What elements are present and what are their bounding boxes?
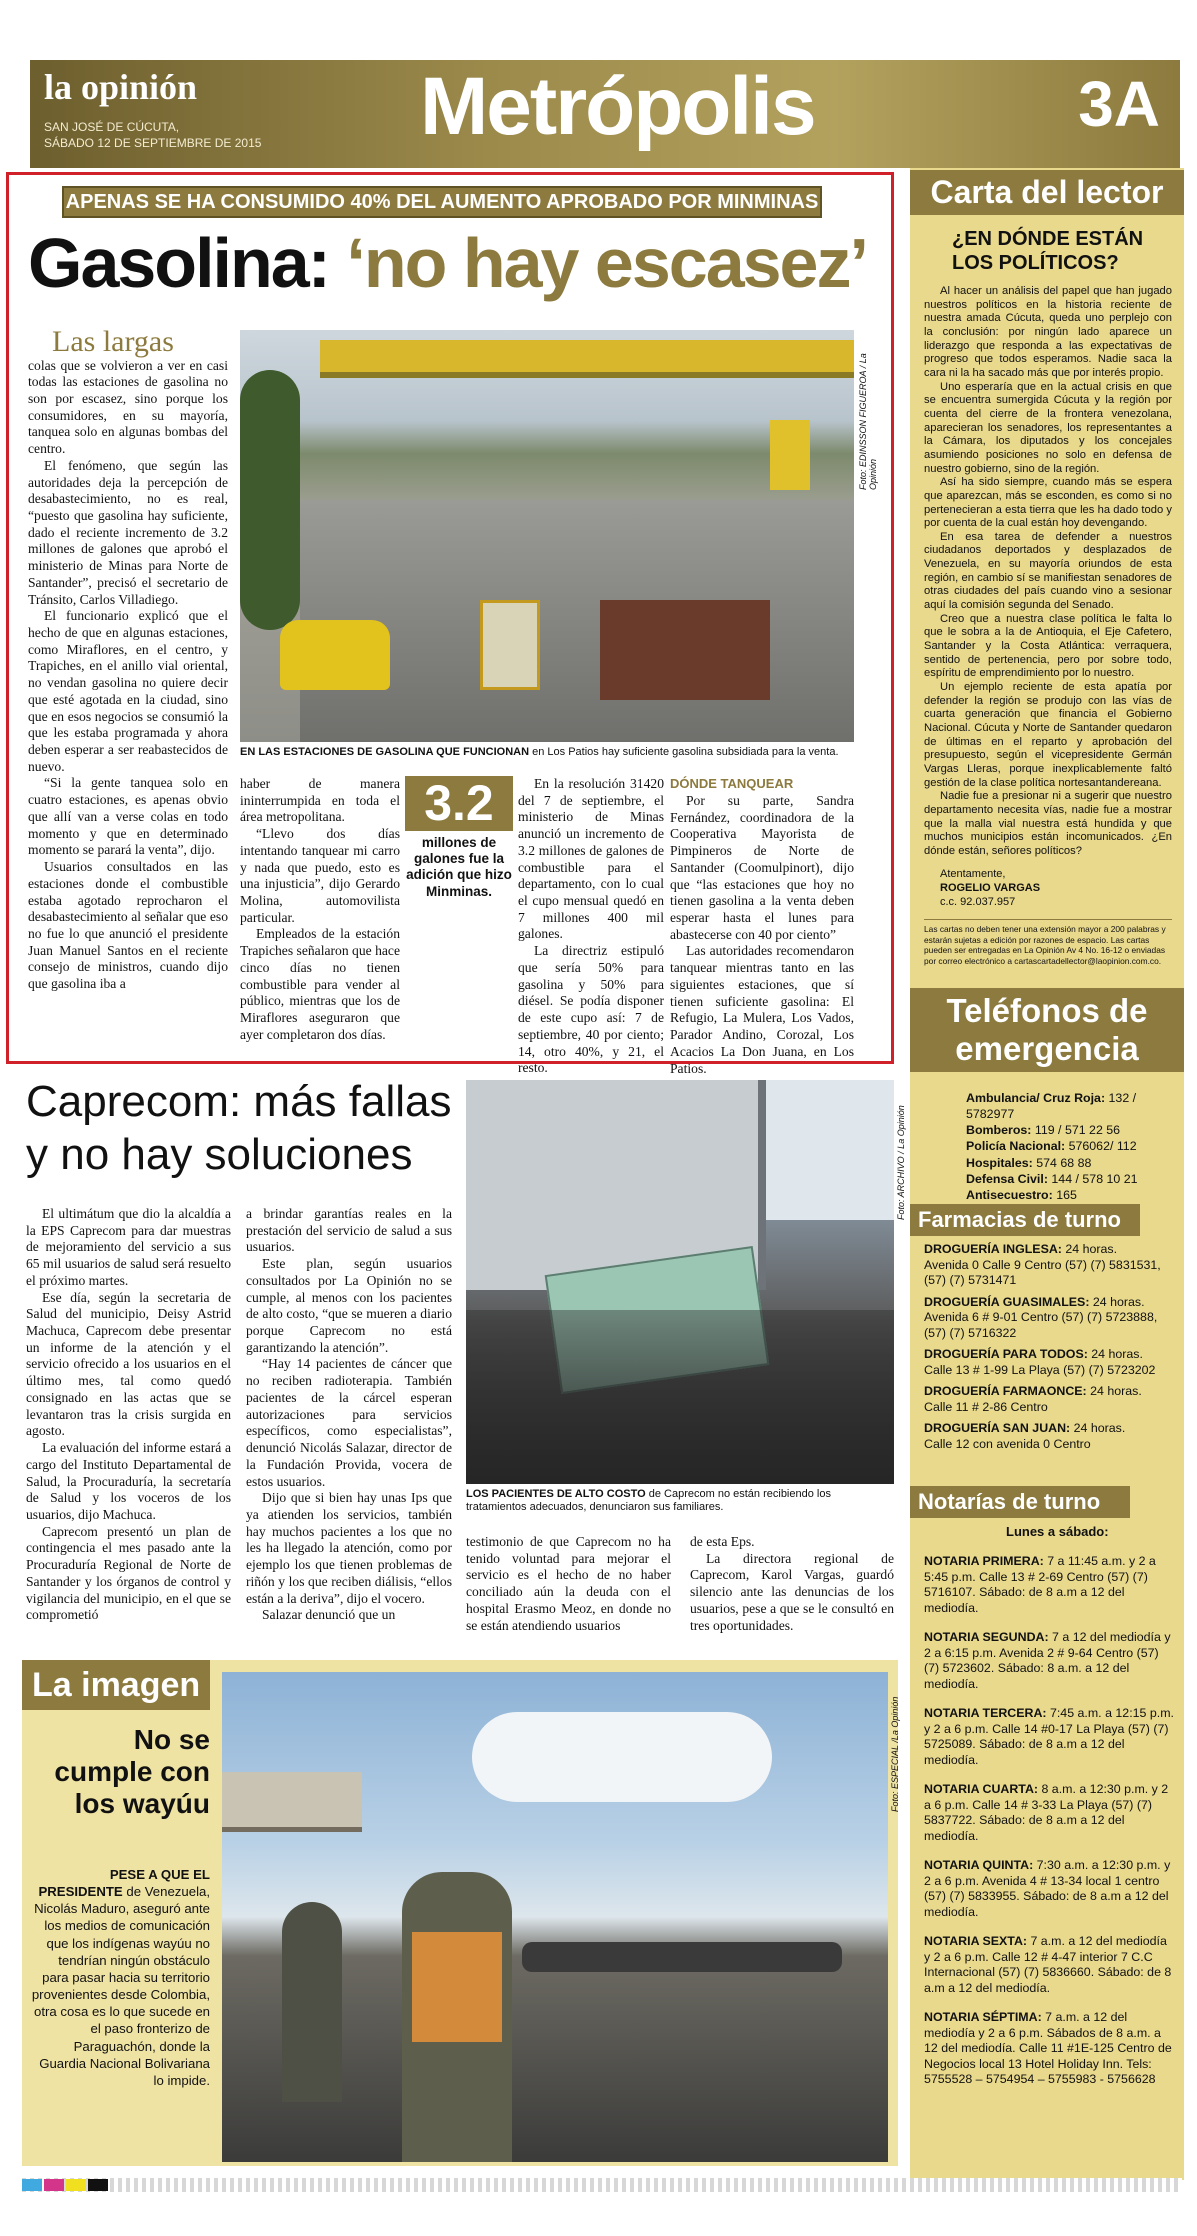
notarias-title: Notarías de turno xyxy=(910,1486,1130,1518)
sidebar xyxy=(910,168,1184,2180)
caprecom-col-1 xyxy=(26,1206,231,1624)
gasolina-col-3 xyxy=(518,776,664,1077)
headline-part-a: Gasolina: xyxy=(28,224,347,302)
tel-title: Teléfonos de emergencia xyxy=(910,988,1184,1072)
la-imagen-lead-bold: PESE A QUE EL PRESIDENTE xyxy=(38,1867,210,1900)
stat-number: 3.2 xyxy=(405,776,513,831)
gasolina-c2-p2: “Llevo dos días intentando tanquear mi carro y nada que puedo, esto es una injusticia”, dijo Gerardo Molina, automovilista particular. xyxy=(240,826,400,925)
swatch-black xyxy=(88,2179,108,2191)
gasolina-c4-p1: Por su parte, Sandra Fernández, coordinadora de la Cooperativa Mayorista de Pimpineros de Norte de Santander (Coomulpinort), dijo que “las estaciones que hoy no tienen gasolina a la venta deben esperar hasta el lunes para abastecerse con 40 por ciento” xyxy=(670,793,854,942)
donde-tanquear-heading: DÓNDE TANQUEAR xyxy=(670,776,794,791)
phone-row: Defensa Civil: 144 / 578 10 21 xyxy=(966,1171,1138,1186)
farmacia-item: DROGUERÍA FARMAONCE: 24 horas. Calle 11 # 2-86 Centro xyxy=(924,1384,1142,1414)
carta-p4: En esa tarea de defender a nuestros ciudadanos deportados y desplazados de Venezuela, en su mayoría oriundos de esta región, en cambio sí se manifiestan senadores de otras ciudades del país cuando vino a sesionar aquí la comisión segunda del Senado. xyxy=(924,530,1172,612)
gasolina-col-2 xyxy=(240,776,400,1044)
color-registration-bar xyxy=(22,2178,1182,2192)
carta-p7: Nadie fue a presionar ni a sugerir que nuestro departamento necesita vías, nadie fue a mostrar que la malla vial nuestra está hundida y que muchos municipios están incomunicados. ¿En dónde están, señores políticos? xyxy=(924,790,1172,857)
carta-body xyxy=(924,285,1172,859)
caprecom-col-3 xyxy=(466,1534,671,1634)
swatch-cyan xyxy=(22,2179,42,2191)
sign-shape xyxy=(770,420,810,490)
cloud-shape xyxy=(472,1712,772,1802)
farmacias-list xyxy=(924,1242,1174,1458)
farmacia-item: DROGUERÍA PARA TODOS: 24 horas. Calle 13 # 1-99 La Playa (57) (7) 5723202 xyxy=(924,1347,1156,1377)
carta-p2: Uno esperaría que en la actual crisis en que se encuentra sumergida Cúcuta y la región por cuenta del cierre de la frontera venezolana, aparecieran los senadores, los representantes a la Cámara, los diputados y los concejales asumiendo posiciones no solo en defensa de nuestro gobierno, sino de la región. xyxy=(924,380,1172,475)
gasolina-col-1 xyxy=(28,326,228,993)
phone-row: Antisecuestro: 165 xyxy=(966,1187,1077,1202)
caprecom-c2-p3: “Hay 14 pacientes de cáncer que no reciben radioterapia. También pacientes de la cárcel esperan autorizaciones para servicios específicos, como especialistas”, denunció Nicolás Salazar, director de la Fundación Provida, vocera de estos usuarios. xyxy=(246,1356,452,1489)
gasolina-c2-p1: haber de manera ininterrumpida en toda el área metropolitana. xyxy=(240,776,400,825)
sky-shape xyxy=(766,1080,894,1220)
signature-name: ROGELIO VARGAS xyxy=(940,881,1041,894)
carta-p3: Así ha sido siempre, cuando más se espera que aparezcan, más se esconden, es como si no pertenecieran a esta tierra que les ha dado todo y por cuenta de la cual están hoy devengando. xyxy=(924,476,1172,530)
caprecom-c3-p1: testimonio de que Caprecom no ha tenido voluntad para mejorar el servicio es el hecho de no haber conciliado aún la deuda con el hospital Erasmo Meoz, en donde no se están atendiendo usuarios xyxy=(466,1534,671,1633)
notaria-item: NOTARIA QUINTA: 7:30 a.m. a 12:30 p.m. y 2 a 6 p.m. Avenida 4 # 13-34 local 1 centro (57) (7) 5833955. Sábado: de 8 a.m a 12 del mediodía. xyxy=(924,1858,1171,1919)
carta-title: Carta del lector xyxy=(910,170,1184,215)
imagen-photo-credit: Foto: ESPECIAL /La Opinión xyxy=(890,1696,900,1812)
swatch-magenta xyxy=(44,2179,64,2191)
caprecom-p4: Caprecom presentó un plan de contingencia el mes pasado ante la Procuraduría Regional de Norte de Santander y los órganos de control y vigilancia del municipio, en el que se comprometió xyxy=(26,1523,231,1623)
caption-rest: en Los Patios hay suficiente gasolina subsidiada para la venta. xyxy=(529,746,839,758)
header-date: SÁBADO 12 DE SEPTIEMBRE DE 2015 xyxy=(44,136,262,150)
carta-p6: Un ejemplo reciente de esta apatía por defender la región se produjo con las vías de cuarta generación que financia el Gobierno Nacional. Cúcuta y Norte de Santander quedaron de últimas en el reparto y aprobación del presupuesto, según el vicepresidente Germán Vargas Lleras, porque inexplicablemente faltó gestión de la clase política nortesantandereana. xyxy=(924,681,1172,789)
notaria-item: NOTARIA SÉPTIMA: 7 a.m. a 12 del mediodía y 2 a 6 p.m. Sábados de 8 a.m. a 12 del mediodía. Calle 11 #1E-125 Centro de Negocios local 13 Hotel Holiday Inn. Tels: 5755528 – 5754954 – 5755983 - 5756628 xyxy=(924,2010,1172,2086)
vest-shape xyxy=(412,1932,502,2042)
caprecom-c4-p2: La directora regional de Caprecom, Karol Vargas, guardó silencio ante las denuncias de los usuarios, pese a que se le consultó en tres oportunidades. xyxy=(690,1550,894,1633)
caprecom-headline xyxy=(26,1076,451,1182)
section-title: Metrópolis xyxy=(420,61,815,152)
signature-id: c.c. 92.037.957 xyxy=(940,896,1016,909)
swatch-yellow xyxy=(66,2179,86,2191)
stat-box xyxy=(405,776,513,900)
notaria-item: NOTARIA PRIMERA: 7 a 11:45 a.m. y 2 a 5:45 p.m. Calle 13 # 2-69 Centro (57) (7) 5716107. Sábado: de 8 a.m a 12 del mediodía. xyxy=(924,1554,1156,1615)
crowd-shape xyxy=(466,1310,894,1484)
canopy-shape xyxy=(320,340,854,378)
carta-headline: ¿EN DÓNDE ESTÁN LOS POLÍTICOS? xyxy=(952,228,1144,274)
carta-p5: Creo que a nuestra clase política le falta lo que le sobra a la de Antioquia, el Eje Cafetero, Santander y la Costa Atlántica: verraquera, sentido de pertenencia, pero por sobre todo, espíritu de emprendimiento por lo nuestro. xyxy=(924,612,1172,680)
caprecom-caption-rest: de Caprecom no están recibiendo los tratamientos adecuados, denunciaron sus familiares. xyxy=(466,1488,831,1514)
tree-shape xyxy=(240,370,300,630)
gasolina-c4-p2: Las autoridades recomendaron tanquear mientras tanto en las siguientes estaciones, que sí tienen suficiente gasolina: El Refugio, La Mulera, Los Vados, Parador Andino, Corozal, Los Acacios La Don Juana, en Los Patios. xyxy=(670,943,854,1076)
gasolina-c3-p2: La directriz estipuló que sería 50% para gasolina y 50% para diésel. Se podía disponer de este cupo así: 7 de septiembre, 40 por ciento; 14, otro 40%, y 21, el resto. xyxy=(518,943,664,1076)
newspaper-logo: la opinión xyxy=(44,67,198,107)
phone-row: Bomberos: 119 / 571 22 56 xyxy=(966,1123,1121,1138)
notaria-item: NOTARIA CUARTA: 8 a.m. a 12:30 p.m. y 2 a 6 p.m. Calle 14 # 3-33 La Playa (57) (7) 5837722. Sábado: de 8 a.m a 12 del mediodía. xyxy=(924,1782,1169,1843)
gasolina-p5: Usuarios consultados en las estaciones donde el combustible estaba agotado reprocharon el desabastecimiento al señalar que eso no fue lo que anunció el presidente Juan Manuel Santos en el reciente consejo de ministros, cuando dijo que gasolina iba a xyxy=(28,859,228,992)
notaria-item: NOTARIA SEGUNDA: 7 a 12 del mediodía y 2 a 6:15 p.m. Avenida 2 # 9-64 Centro (57) (7) 5723602. Sábado: 8 a.m. a 12 del mediodía. xyxy=(924,1630,1171,1691)
farmacia-item: DROGUERÍA INGLESA: 24 horas. Avenida 0 Calle 9 Centro (57) (7) 5831531, (57) (7) 5731471 xyxy=(924,1242,1161,1287)
caprecom-caption-bold: LOS PACIENTES DE ALTO COSTO xyxy=(466,1488,646,1500)
caprecom-c2-p1: a brindar garantías reales en la prestación del servicio de salud a sus usuarios. xyxy=(246,1206,452,1255)
farmacias-title: Farmacias de turno xyxy=(910,1204,1140,1236)
caprecom-photo-caption xyxy=(466,1488,894,1514)
la-imagen-lead-rest: de Venezuela, Nicolás Maduro, aseguró ante los medios de comunicación que los indígenas wayúu no tendrían ningún obstáculo para pasar hacia su territorio provenientes desde Colombia, otra cosa es lo que sucede en el paso fronterizo de Paraguachón, donde la Guardia Nacional Bolivariana lo impide. xyxy=(31,1884,210,2088)
notarias-subtitle: Lunes a sábado: xyxy=(1006,1524,1109,1539)
caprecom-c2-p4: Dijo que si bien hay unas Ips que ya atienden los servicios, también hay muchos pacientes a los que no les ha llegado la atención, como por ejemplo los que tienen problemas de riñón y los que reciben diálisis, “ellos están a la deriva”, dijo el vocero. xyxy=(246,1490,452,1606)
road-shape xyxy=(300,500,854,742)
caprecom-c2-p5: Salazar denunció que un xyxy=(262,1607,396,1623)
gasolina-c3-p1: En la resolución 31420 del 7 de septiembre, el ministerio de Minas anunció un incremento de 3.2 millones de galones de combustible para el departamento, con lo cual el cupo mensual quedó en 7 millones 400 mil galones. xyxy=(518,776,664,942)
gasolina-p4: “Si la gente tanquea solo en cuatro estaciones, es apenas obvio que allí van a verse colas en todo momento y que en determinado momento se parará la venta”, dijo. xyxy=(28,775,228,858)
la-imagen-label: La imagen xyxy=(22,1660,210,1710)
header-city: SAN JOSÉ DE CÚCUTA, xyxy=(44,120,180,134)
gas-station-photo xyxy=(240,330,854,742)
caprecom-p3: La evaluación del informe estará a cargo del Instituto Departamental de Salud, la Procuraduría, la secretaría de Salud y los voceros de los usuarios, dijo Machuca. xyxy=(26,1440,231,1522)
notarias-list xyxy=(924,1554,1176,2102)
caprecom-p2: Ese día, según la secretaria de Salud del municipio, Deisy Astrid Machuca, Caprecom debe presentar un informe de la atención y el servicio ofrecido a los usuarios en el último mes, tal como quedó consignado en las actas que se levantaron tras la crisis surgida en agosto. xyxy=(26,1289,231,1439)
phone-row: Ambulancia/ Cruz Roja: 132 / 5782977 xyxy=(966,1091,1137,1122)
caprecom-headline-2: y no hay soluciones xyxy=(26,1129,413,1179)
shelter-shape xyxy=(222,1772,362,1832)
caprecom-photo-credit: Foto: ARCHIVO / La Opinión xyxy=(896,1105,906,1220)
la-imagen-title: No se cumple con los wayúu xyxy=(54,1724,210,1820)
phone-row: Hospitales: 574 68 88 xyxy=(966,1155,1092,1170)
page-header xyxy=(30,60,1180,168)
carta-note: Las cartas no deben tener una extensión mayor a 200 palabras y estarán sujetas a edición por razones de espacio. Las cartas pueden ser entregadas en La Opinión Av 4 No. 16-12 o enviadas por correo electrónico a cartascartadellector@laopinion.com.co. xyxy=(924,919,1172,966)
gasolina-col-4 xyxy=(670,776,854,1077)
carta-p1: Al hacer un análisis del papel que han jugado nuestros políticos en la historia reciente de nuestra amada Cúcuta, queda uno perplejo con la conclusión: por ningún lado aparece un liderazgo que responda a las expectativas de progreso que todos esperamos. Nadie saca la cara ni la ha sacado más que por interés propio. xyxy=(924,285,1172,379)
farmacia-item: DROGUERÍA GUASIMALES: 24 horas. Avenida 6 # 9-01 Centro (57) (7) 5723888, (57) (7) 5716322 xyxy=(924,1294,1158,1340)
gasolina-c2-p3: Empleados de la estación Trapiches señalaron que hace cinco días no tienen combustible para vender al público, mientras que los de Miraflores aseguraron que ayer completaron dos días. xyxy=(240,926,400,1042)
gasolina-p2: El fenómeno, que según las autoridades deja la percepción de desabastecimiento, no es real, “puesto que gasolina hay suficiente, dado el reciente incremento de 3.2 millones de galones que aprobó el ministerio de Minas para Norte de Santander”, precisó el secretario de Tránsito, Carlos Villadiego. xyxy=(28,457,228,607)
truck-shape xyxy=(600,600,770,700)
la-imagen-text xyxy=(30,1866,210,2089)
caprecom-c4-p1: de esta Eps. xyxy=(690,1534,755,1549)
guard-shape xyxy=(282,1902,342,2102)
signature-line-1: Atentamente, xyxy=(940,867,1006,880)
headline-part-b: ‘no hay escasez’ xyxy=(346,224,867,302)
caprecom-col-2 xyxy=(246,1206,452,1624)
border-crossing-photo xyxy=(222,1672,888,2162)
gasolina-headline xyxy=(28,224,867,302)
gasolina-kicker: APENAS SE HA CONSUMIDO 40% DEL AUMENTO APROBADO POR MINMINAS xyxy=(62,186,822,218)
caprecom-c2-p2: Este plan, según usuarios consultados por La Opinión no se cumple, al menos con los pacientes de alto costo, “que se mueren a diario porque Caprecom no está garantizando la atención”. xyxy=(246,1256,452,1355)
caption-bold: EN LAS ESTACIONES DE GASOLINA QUE FUNCIONAN xyxy=(240,746,530,758)
page-number: 3A xyxy=(1078,68,1160,140)
phone-row: Policía Nacional: 576062/ 112 xyxy=(966,1139,1137,1154)
notaria-item: NOTARIA TERCERA: 7:45 a.m. a 12:15 p.m. y 2 a 6 p.m. Calle 14 #0-17 La Playa (57) (7) 5725089. Sábado: de 8 a.m a 12 del mediodía. xyxy=(924,1706,1174,1767)
carta-signature xyxy=(940,867,1172,910)
caprecom-protest-photo xyxy=(466,1080,894,1484)
gas-photo-credit: Foto: EDINSSON FIGUEROA / La Opinión xyxy=(858,353,878,490)
stat-text: millones de galones fue la adición que hizo Minminas. xyxy=(406,835,512,899)
pump-shape xyxy=(480,600,540,690)
farmacia-item: DROGUERÍA SAN JUAN: 24 horas. Calle 12 con avenida 0 Centro xyxy=(924,1421,1126,1451)
gasolina-p3: El funcionario explicó que el hecho de que en algunas estaciones, como Miraflores, en el centro, y Trapiches, en el anillo vial oriental, no vendan gasolina no quiere decir que esté agotada en la ciudad, sino que en esos negocios se consumió la que les estaba programada y ahora deben esperar a ser reabastecidos de nuevo. xyxy=(28,608,228,774)
notaria-item: NOTARIA SEXTA: 7 a.m. a 12 del mediodía y 2 a 6 p.m. Calle 12 # 4-47 interior 7 C.C Internacional (57) (7) 5836660. Sábado: de 8 a.m a 12 del mediodía. xyxy=(924,1934,1172,1995)
yellow-taxi-shape xyxy=(280,620,390,690)
phone-list xyxy=(966,1090,1180,1203)
caprecom-col-4 xyxy=(690,1534,894,1634)
gas-photo-caption xyxy=(240,746,854,759)
crowd-line-shape xyxy=(522,1942,842,1972)
gasolina-p1: colas que se volvieron a ver en casi todas las estaciones de gasolina no son por escasez, sino porque los consumidores, en su mayoría, tanquea solo en algunas bombas del centro. xyxy=(28,357,228,457)
caprecom-headline-1: Caprecom: más fallas xyxy=(26,1077,452,1126)
caprecom-p1: El ultimátum que dio la alcaldía a la EPS Caprecom para dar muestras de mejoramiento del servicio a sus 65 mil usuarios de salud será resuelto el próximo martes. xyxy=(26,1206,231,1288)
dropcap: Las largas xyxy=(52,325,174,358)
